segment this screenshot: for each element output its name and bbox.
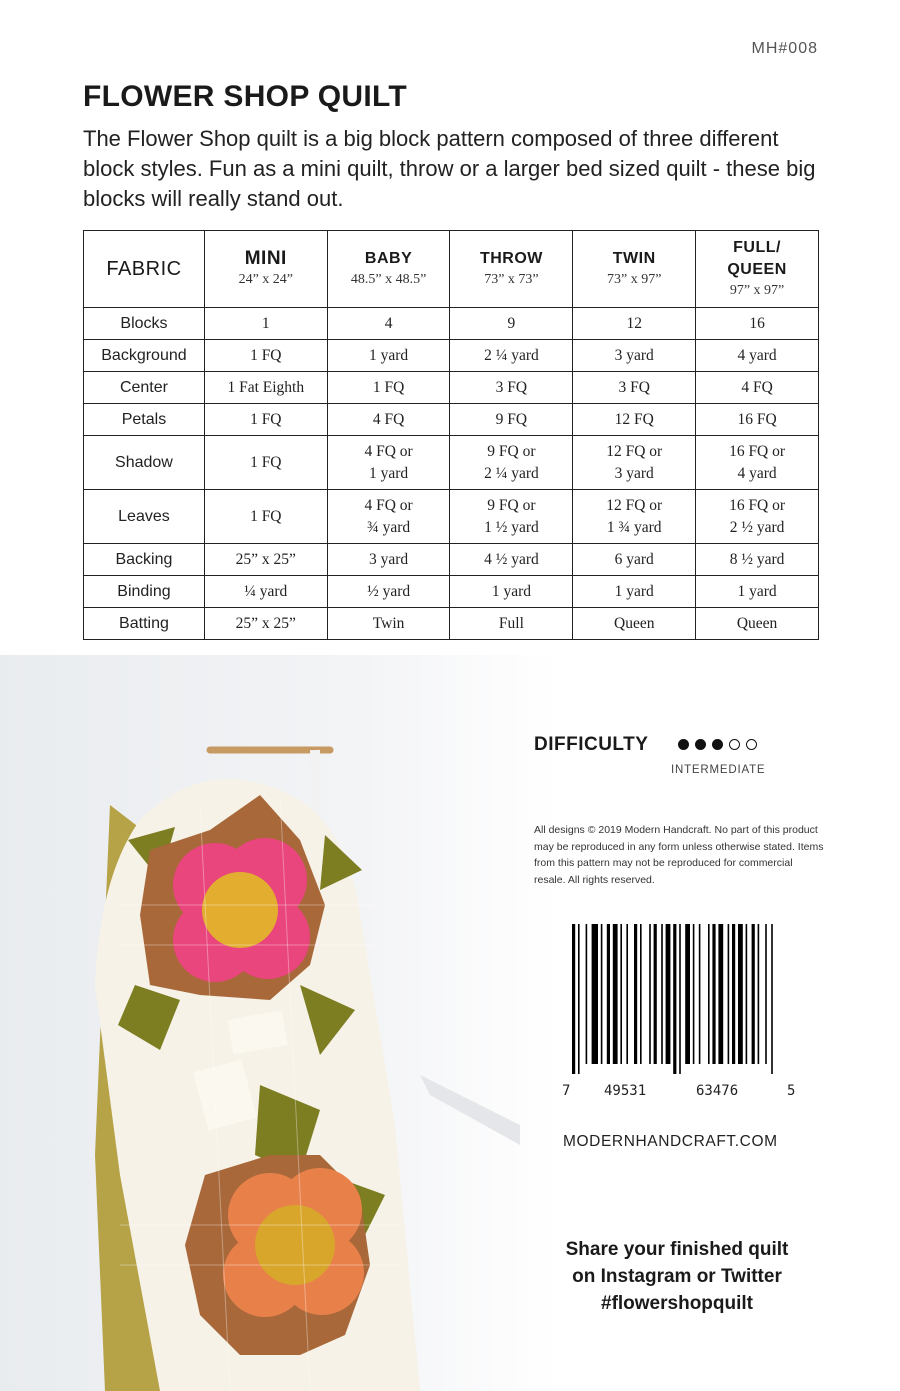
table-row — [84, 544, 819, 576]
share-callout — [538, 1236, 816, 1317]
table-cell: 3 FQ — [573, 372, 696, 404]
size-header-twin — [573, 231, 696, 308]
website-link[interactable]: MODERNHANDCRAFT.COM — [563, 1133, 778, 1150]
row-label: Batting — [84, 608, 205, 640]
row-label: Leaves — [84, 490, 205, 544]
size-name: THROW — [479, 250, 543, 267]
size-name: BABY — [364, 250, 413, 267]
table-cell: 12 FQ or 3 yard — [573, 436, 696, 490]
barcode-bar — [752, 924, 755, 1064]
barcode-bar — [640, 924, 642, 1064]
table-cell: ¼ yard — [204, 576, 327, 608]
barcode-digit: 7 — [562, 1083, 571, 1099]
table-cell: 4 — [327, 308, 450, 340]
row-label: Center — [84, 372, 205, 404]
size-dimensions: 73” x 73” — [484, 272, 539, 287]
table-cell: 25” x 25” — [204, 544, 327, 576]
barcode-digit: 5 — [787, 1083, 796, 1099]
barcode-bar — [758, 924, 760, 1064]
fabric-requirements-table — [83, 230, 819, 640]
barcode-bar — [578, 924, 580, 1074]
table-cell: 1 FQ — [204, 404, 327, 436]
table-row — [84, 308, 819, 340]
table-row — [84, 576, 819, 608]
barcode-bar — [654, 924, 657, 1064]
barcode-bar — [592, 924, 598, 1064]
row-label: Backing — [84, 544, 205, 576]
size-dimensions: 24” x 24” — [238, 272, 294, 287]
barcode-bar — [679, 924, 681, 1074]
table-cell: 1 FQ — [204, 340, 327, 372]
pattern-code: MH#008 — [751, 40, 818, 57]
table-cell: 1 yard — [696, 576, 819, 608]
barcode-bar — [718, 924, 723, 1064]
table-cell: 16 FQ or 4 yard — [696, 436, 819, 490]
table-cell: 4 FQ or ¾ yard — [327, 490, 450, 544]
table-cell: 1 FQ — [204, 490, 327, 544]
empty-dot-icon — [729, 739, 740, 750]
table-header-row — [84, 231, 819, 308]
table-cell: 1 FQ — [204, 436, 327, 490]
table-cell: 3 FQ — [450, 372, 573, 404]
barcode-bar — [673, 924, 676, 1074]
difficulty-level: INTERMEDIATE — [671, 764, 766, 776]
barcode-bar — [666, 924, 671, 1064]
orange-flower — [223, 1168, 364, 1317]
table-cell: 4 yard — [696, 340, 819, 372]
table-cell: 3 yard — [573, 340, 696, 372]
table-cell: 1 yard — [450, 576, 573, 608]
share-line: on Instagram or Twitter — [572, 1266, 782, 1287]
barcode-bar — [572, 924, 575, 1074]
table-cell: 1 — [204, 308, 327, 340]
table-cell: 4 FQ — [327, 404, 450, 436]
fabric-header: FABRIC — [84, 231, 205, 308]
row-label: Petals — [84, 404, 205, 436]
share-line: Share your finished quilt — [565, 1239, 789, 1260]
table-cell: 1 Fat Eighth — [204, 372, 327, 404]
barcode-bar — [607, 924, 610, 1064]
barcode-bar — [693, 924, 695, 1064]
barcode-bar — [708, 924, 710, 1064]
size-header-baby — [327, 231, 450, 308]
barcode-bar — [738, 924, 743, 1064]
hashtag[interactable]: #flowershopquilt — [601, 1293, 753, 1314]
table-cell: Queen — [573, 608, 696, 640]
table-cell: 12 FQ or 1 ¾ yard — [573, 490, 696, 544]
size-dimensions: 73” x 97” — [607, 272, 662, 287]
barcode-bar — [601, 924, 603, 1064]
barcode-bar — [712, 924, 715, 1064]
intro-text: The Flower Shop quilt is a big block pattern composed of three different block styles. Fun as a mini quilt, throw or a larger bed sized quilt - these big blocks will really stand out. — [83, 126, 816, 211]
table-cell: 9 FQ or 2 ¼ yard — [450, 436, 573, 490]
table-row — [84, 490, 819, 544]
quilt-illustration — [0, 655, 520, 1391]
filled-dot-icon — [712, 739, 723, 750]
barcode — [558, 924, 790, 1076]
barcode-bar — [746, 924, 748, 1064]
size-dimensions: 97” x 97” — [729, 283, 785, 298]
barcode-bar — [685, 924, 690, 1064]
size-header-throw — [450, 231, 573, 308]
table-cell: 12 FQ — [573, 404, 696, 436]
barcode-bar — [649, 924, 651, 1064]
size-name: MINI — [244, 248, 287, 269]
empty-dot-icon — [746, 739, 757, 750]
barcode-bar — [626, 924, 628, 1064]
size-header-full-queen — [696, 231, 819, 308]
table-cell: Twin — [327, 608, 450, 640]
table-cell: 9 FQ — [450, 404, 573, 436]
table-cell: 9 FQ or 1 ½ yard — [450, 490, 573, 544]
table-cell: 3 yard — [327, 544, 450, 576]
row-label: Background — [84, 340, 205, 372]
barcode-bar — [661, 924, 663, 1064]
table-cell: 4 FQ or 1 yard — [327, 436, 450, 490]
table-cell: 1 yard — [573, 576, 696, 608]
table-cell: 16 FQ — [696, 404, 819, 436]
barcode-bar — [620, 924, 622, 1064]
barcode-bar — [634, 924, 637, 1064]
row-label: Shadow — [84, 436, 205, 490]
table-cell: 6 yard — [573, 544, 696, 576]
table-cell: 8 ½ yard — [696, 544, 819, 576]
table-cell: 16 FQ or 2 ½ yard — [696, 490, 819, 544]
table-cell: 1 FQ — [327, 372, 450, 404]
barcode-bar — [613, 924, 618, 1064]
row-label: Blocks — [84, 308, 205, 340]
barcode-bar — [771, 924, 773, 1074]
difficulty-rating — [678, 739, 757, 750]
barcode-bar — [765, 924, 767, 1064]
table-cell: 1 yard — [327, 340, 450, 372]
copyright-notice: All designs © 2019 Modern Handcraft. No part of this product may be reproduced in any form unless otherwise stated. Items from this pattern may not be reproduced for commercial resale. All rights reserved. — [534, 824, 824, 886]
table-cell: 16 — [696, 308, 819, 340]
table-row — [84, 340, 819, 372]
size-header-mini — [204, 231, 327, 308]
barcode-bar — [586, 924, 588, 1064]
filled-dot-icon — [695, 739, 706, 750]
table-cell: 9 — [450, 308, 573, 340]
barcode-digit: 63476 — [696, 1083, 739, 1099]
table-cell: 2 ¼ yard — [450, 340, 573, 372]
page-title: FLOWER SHOP QUILT — [83, 80, 407, 113]
table-row — [84, 372, 819, 404]
table-cell: 4 ½ yard — [450, 544, 573, 576]
size-name: TWIN — [612, 250, 656, 267]
barcode-bar — [732, 924, 735, 1064]
table-row — [84, 436, 819, 490]
pink-flower — [173, 838, 310, 982]
table-row — [84, 608, 819, 640]
table-cell: ½ yard — [327, 576, 450, 608]
size-name: FULL/ QUEEN — [727, 239, 787, 278]
barcode-bar — [728, 924, 730, 1064]
table-cell: Full — [450, 608, 573, 640]
filled-dot-icon — [678, 739, 689, 750]
table-cell: Queen — [696, 608, 819, 640]
barcode-bar — [699, 924, 701, 1064]
table-row — [84, 404, 819, 436]
table-cell: 12 — [573, 308, 696, 340]
barcode-digit: 49531 — [604, 1083, 647, 1099]
table-cell: 25” x 25” — [204, 608, 327, 640]
row-label: Binding — [84, 576, 205, 608]
size-dimensions: 48.5” x 48.5” — [350, 272, 427, 287]
table-cell: 4 FQ — [696, 372, 819, 404]
difficulty-label: DIFFICULTY — [534, 734, 649, 755]
